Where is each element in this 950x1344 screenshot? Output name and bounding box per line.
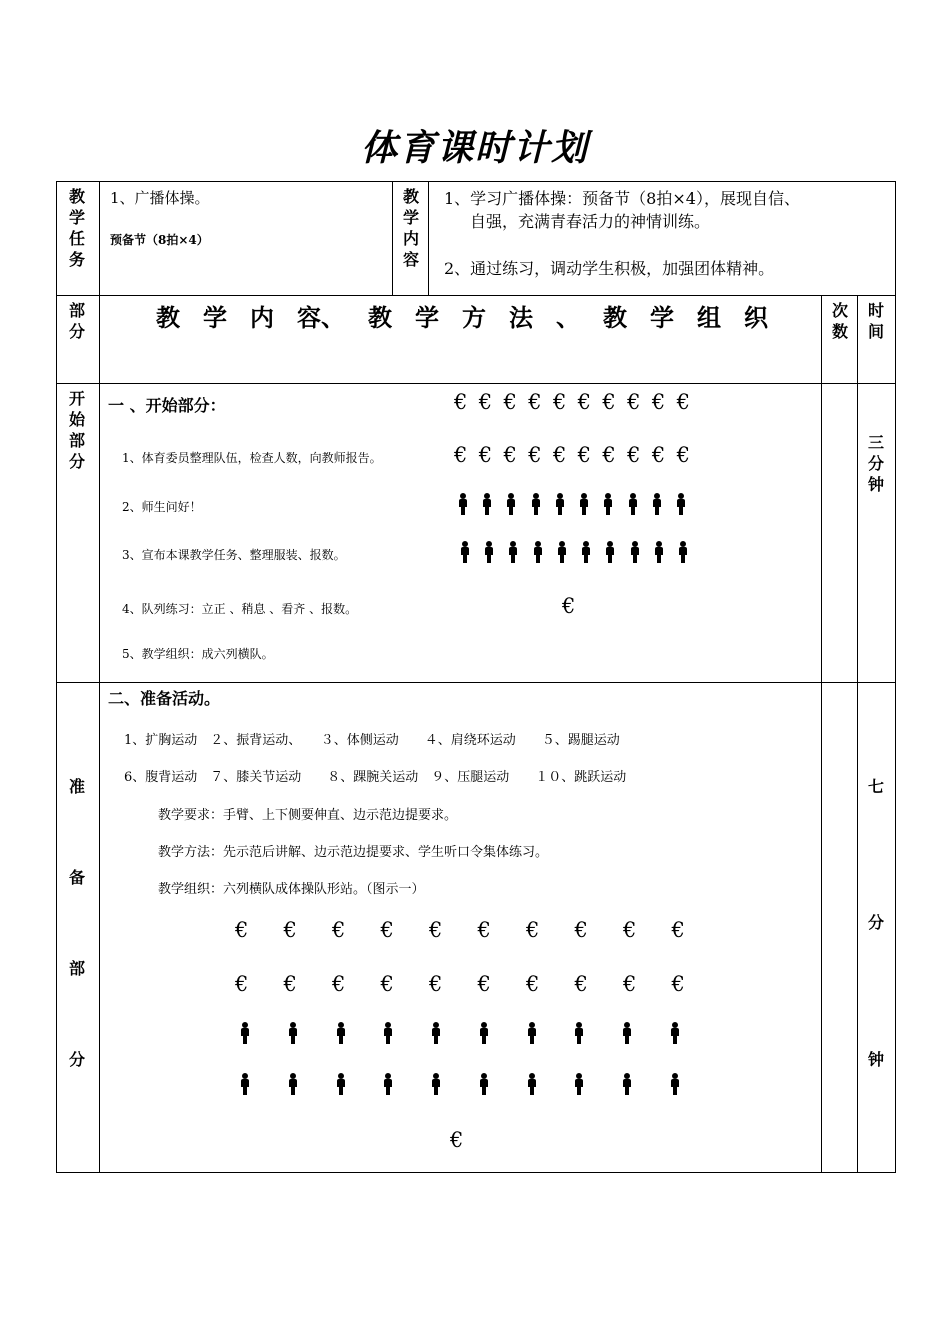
student-marker: €	[477, 918, 491, 942]
student-marker: €	[623, 972, 637, 996]
student-figure-icon	[479, 1022, 489, 1044]
section2-method: 教学方法：先示范后讲解、边示范边提要求、学生听口令集体练习。	[158, 845, 549, 860]
student-figure-icon	[622, 1073, 632, 1095]
formation-2-teacher: €	[450, 1128, 464, 1152]
section2-exercises-1: 1、扩胸运动 ２、振背运动、 ３、体侧运动 ４、肩绕环运动 ５、踢腿运动	[124, 733, 620, 748]
section2-time-1: 七	[867, 777, 884, 796]
student-marker: €	[454, 443, 468, 467]
student-figure-icon	[652, 493, 662, 515]
student-marker: €	[332, 972, 346, 996]
student-marker: €	[651, 443, 666, 467]
student-figure-icon	[581, 541, 591, 563]
student-figure-icon	[676, 493, 686, 515]
student-figure-icon	[527, 1073, 537, 1095]
section2-exercises-2: 6、腹背运动 ７、膝关节运动 ８、踝腕关运动 ９、压腿运动 １０、跳跃运动	[124, 770, 627, 785]
formation-2-row-3	[240, 1022, 680, 1044]
content-label: 教 学 内 容	[402, 187, 419, 269]
section1-item-3: 3、宣布本课教学任务、整理服装、报数。	[122, 548, 346, 562]
student-marker: €	[577, 390, 592, 414]
student-marker: €	[552, 390, 567, 414]
section1-item-5: 5、教学组织：成六列横队。	[122, 647, 274, 661]
task-label: 教 学 任 务	[68, 187, 85, 269]
section1-item-2: 2、师生问好！	[122, 500, 202, 514]
student-marker: €	[503, 390, 517, 414]
formation-2-row-1	[235, 918, 685, 942]
content-line-1: 1、学习广播体操：预备节（8拍×4），展现自信、	[444, 189, 800, 208]
formation-1-row-1	[454, 390, 690, 414]
formation-1-row-3	[458, 493, 686, 515]
student-figure-icon	[458, 493, 468, 515]
student-figure-icon	[628, 493, 638, 515]
student-marker: €	[477, 972, 491, 996]
student-figure-icon	[574, 1022, 584, 1044]
page-title: 体育课时计划	[360, 127, 589, 169]
student-marker: €	[332, 918, 346, 942]
student-marker: €	[676, 443, 690, 467]
section1-label: 开 始 部 分	[68, 389, 85, 471]
student-figure-icon	[654, 541, 664, 563]
section2-organization: 教学组织：六列横队成体操队形站。（图示一）	[158, 882, 425, 897]
student-marker: €	[552, 443, 567, 467]
section1-time: 三 分 钟	[867, 433, 884, 494]
section2-label-3: 部	[68, 959, 85, 978]
student-marker: €	[602, 443, 616, 467]
student-figure-icon	[336, 1022, 346, 1044]
student-figure-icon	[484, 541, 494, 563]
content-line-3: 2、通过练习，调动学生积极，加强团体精神。	[444, 259, 775, 278]
content-line-2: 自强，充满青春活力的神情训练。	[470, 212, 711, 231]
student-marker: €	[574, 972, 588, 996]
section1-item-4: 4、队列练习：立正 、稍息 、看齐 、报数。	[122, 602, 358, 616]
student-figure-icon	[678, 541, 688, 563]
student-figure-icon	[460, 541, 470, 563]
student-figure-icon	[555, 493, 565, 515]
student-figure-icon	[431, 1022, 441, 1044]
student-figure-icon	[630, 541, 640, 563]
student-marker: €	[526, 918, 540, 942]
section1-item-1: 1、体育委员整理队伍，检查人数，向教师报告。	[122, 451, 382, 465]
student-marker: €	[671, 918, 685, 942]
student-figure-icon	[336, 1073, 346, 1095]
section2-label-1: 准	[68, 777, 85, 796]
section2-time-3: 钟	[867, 1050, 884, 1069]
section2-requirement: 教学要求：手臂、上下侧要伸直、边示范边提要求。	[158, 808, 458, 823]
student-marker: €	[671, 972, 685, 996]
student-figure-icon	[557, 541, 567, 563]
student-figure-icon	[579, 493, 589, 515]
student-marker: €	[380, 918, 394, 942]
student-marker: €	[651, 390, 666, 414]
time-label: 时 间	[867, 301, 884, 341]
section2-label-4: 分	[68, 1050, 85, 1069]
student-figure-icon	[383, 1022, 393, 1044]
student-figure-icon	[574, 1073, 584, 1095]
task-line-2: 预备节（8拍×4）	[110, 233, 209, 247]
student-figure-icon	[531, 493, 541, 515]
student-marker: €	[602, 390, 616, 414]
formation-2-row-2	[235, 972, 685, 996]
student-figure-icon	[533, 541, 543, 563]
student-marker: €	[526, 972, 540, 996]
student-figure-icon	[527, 1022, 537, 1044]
student-marker: €	[283, 918, 297, 942]
student-figure-icon	[383, 1073, 393, 1095]
student-marker: €	[429, 918, 443, 942]
student-marker: €	[235, 972, 249, 996]
student-figure-icon	[670, 1073, 680, 1095]
student-marker: €	[676, 390, 690, 414]
part-label: 部 分	[68, 301, 85, 341]
student-marker: €	[478, 443, 493, 467]
student-figure-icon	[603, 493, 613, 515]
student-figure-icon	[288, 1022, 298, 1044]
student-marker: €	[235, 918, 249, 942]
student-figure-icon	[482, 493, 492, 515]
formation-1-row-2	[454, 443, 690, 467]
section1-heading: 一 、开始部分：	[108, 396, 226, 415]
student-figure-icon	[431, 1073, 441, 1095]
formation-2-row-4	[240, 1073, 680, 1095]
student-figure-icon	[240, 1022, 250, 1044]
student-marker: €	[429, 972, 443, 996]
student-figure-icon	[479, 1073, 489, 1095]
student-marker: €	[528, 443, 542, 467]
formation-1-teacher: €	[562, 594, 576, 618]
formation-1-row-4	[460, 541, 688, 563]
student-marker: €	[627, 443, 641, 467]
student-figure-icon	[605, 541, 615, 563]
column-banner: 教 学 内 容、 教 学 方 法 、 教 学 组 织	[156, 303, 768, 332]
section2-heading: 二、准备活动。	[108, 689, 221, 708]
student-marker: €	[623, 918, 637, 942]
student-figure-icon	[506, 493, 516, 515]
task-line-1: 1、广播体操。	[110, 189, 210, 207]
student-marker: €	[627, 390, 641, 414]
section2-label-2: 备	[68, 868, 85, 887]
section2-time-2: 分	[867, 913, 884, 932]
student-marker: €	[528, 390, 542, 414]
student-marker: €	[478, 390, 493, 414]
student-marker: €	[574, 918, 588, 942]
student-marker: €	[503, 443, 517, 467]
student-figure-icon	[240, 1073, 250, 1095]
count-label: 次 数	[831, 301, 848, 341]
student-figure-icon	[508, 541, 518, 563]
student-figure-icon	[670, 1022, 680, 1044]
student-figure-icon	[288, 1073, 298, 1095]
student-marker: €	[283, 972, 297, 996]
student-marker: €	[380, 972, 394, 996]
student-marker: €	[454, 390, 468, 414]
student-figure-icon	[622, 1022, 632, 1044]
student-marker: €	[577, 443, 592, 467]
